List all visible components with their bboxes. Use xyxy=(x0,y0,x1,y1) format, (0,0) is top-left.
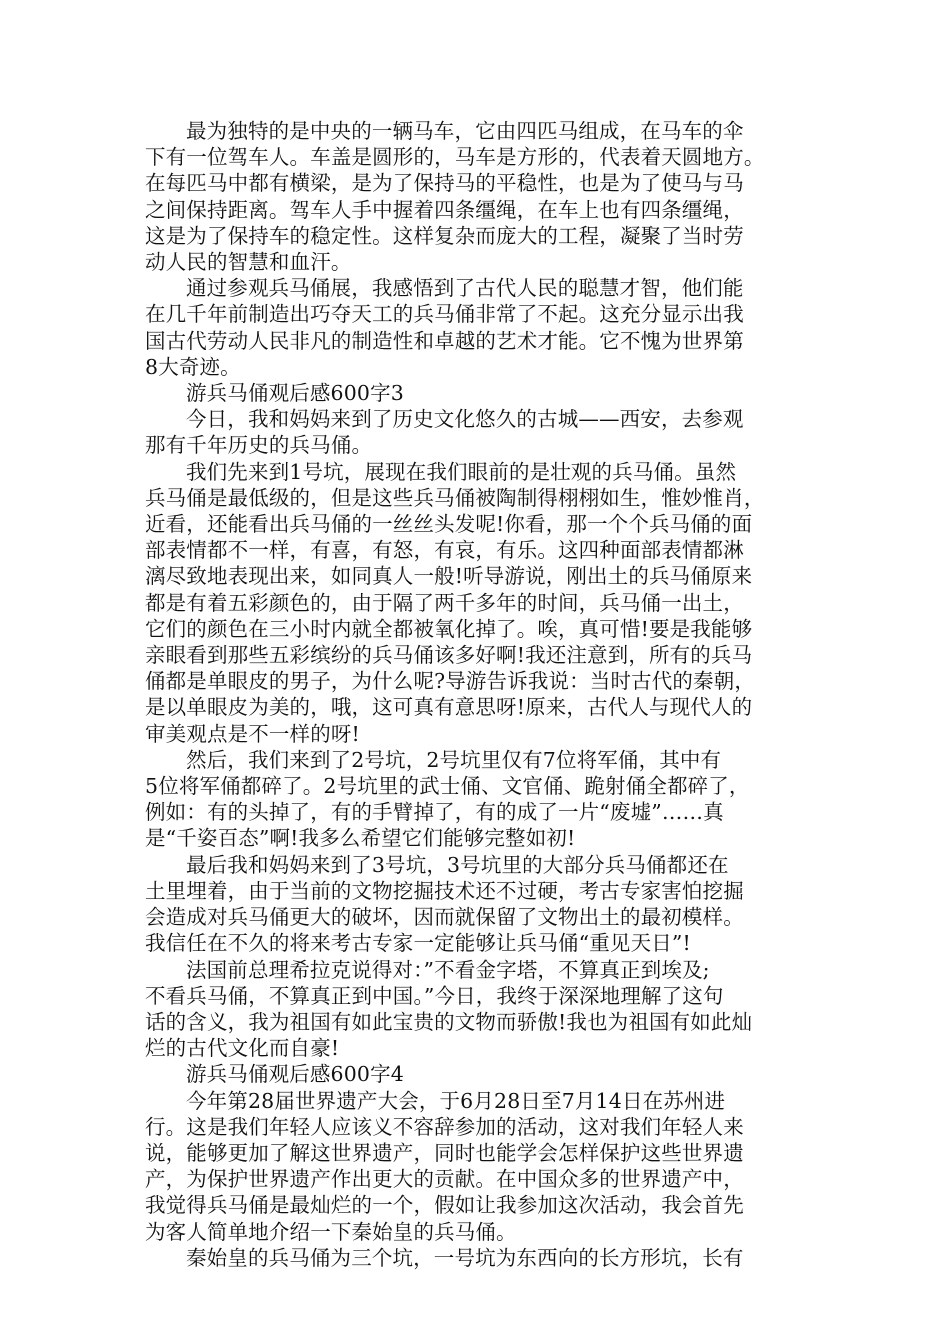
essay-heading-3: 游兵马俑观后感600字3 xyxy=(186,381,404,406)
paragraph-pits-description: 秦始皇的兵马俑为三个坑，一号坑为东西向的长方形坑，长有 xyxy=(186,1245,744,1270)
paragraph-exhibition-reflection: 通过参观兵马俑展，我感悟到了古代人民的聪慧才智，他们能 在几千年前制造出巧夺天工的兵马俑非常了不起。这充分显示出我 国古代劳动人民非凡的制造性和卓越的艺术才能。它不愧为世界第 8大奇迹。 xyxy=(145,276,744,379)
paragraph-chariot: 最为独特的是中央的一辆马车，它由四匹马组成，在马车的伞 下有一位驾车人。车盖是圆形的，马车是方形的，代表着天圆地方。 在每匹马中都有横梁，是为了保持马的平稳性，也是为了使马与马 之间保持距离。驾车人手中握着四条缰绳，在车上也有四条缰绳， 这是为了保持车的稳定性。这样复杂而庞大的工程，凝聚了当时劳 动人民的智慧和血汗。 xyxy=(145,119,765,275)
paragraph-pit-1: 我们先来到1号坑，展现在我们眼前的是壮观的兵马俑。虽然 兵马俑是最低级的，但是这些兵马俑被陶制得栩栩如生，惟妙惟肖， 近看，还能看出兵马俑的一丝丝头发呢!你看，那一个个兵马俑的面 部表情都不一样，有喜，有怒，有哀，有乐。这四种面部表情都淋 漓尽致地表现出来，如同真人一般!听导游说，刚出土的兵马俑原来 都是有着五彩颜色的，由于隔了两千多年的时间，兵马俑一出土， 它们的颜色在三小时内就全都被氧化掉了。唉，真可惜!要是我能够 亲眼看到那些五彩缤纷的兵马俑该多好啊!我还注意到，所有的兵马 俑都是单眼皮的男子，为什么呢?导游告诉我说：当时古代的秦朝， 是以单眼皮为美的，哦，这可真有意思呀!原来，古代人与现代人的 审美观点是不一样的呀! xyxy=(145,459,765,746)
paragraph-pit-2: 然后，我们来到了2号坑，2号坑里仅有7位将军俑，其中有 5位将军俑都碎了。2号坑里的武士俑、文官俑、跪射俑全都碎了， 例如：有的头掉了，有的手臂掉了，有的成了一片“废墟”……真 是“千姿百态”啊!我多么希望它们能够完整如初! xyxy=(145,747,750,851)
document-page xyxy=(145,118,807,1271)
paragraph-pit-3: 最后我和妈妈来到了3号坑，3号坑里的大部分兵马俑都还在 土里埋着，由于当前的文物挖掘技术还不过硬，考古专家害怕挖掘 会造成对兵马俑更大的破坏，因而就保留了文物出土的最初模样。 我信任在不久的将来考古专家一定能够让兵马俑“重见天日”! xyxy=(145,852,744,956)
paragraph-chirac-quote: 法国前总理希拉克说得对：”不看金字塔，不算真正到埃及; 不看兵马俑，不算真正到中国。”今日，我终于深深地理解了这句 话的含义，我为祖国有如此宝贵的文物而骄傲!我也为祖国有如此灿 烂的古代文化而自豪! xyxy=(145,957,753,1061)
paragraph-world-heritage: 今年第28届世界遗产大会，于6月28日至7月14日在苏州进 行。这是我们年轻人应该义不容辞参加的活动，这对我们年轻人来 说，能够更加了解这世界遗产，同时也能学会怎样保护这些世界遗 产，为保护世界遗产作出更大的贡献。在中国众多的世界遗产中， 我觉得兵马俑是最灿烂的一个，假如让我参加这次活动，我会首先 为客人简单地介绍一下秦始皇的兵马俑。 xyxy=(145,1088,744,1244)
essay-heading-4: 游兵马俑观后感600字4 xyxy=(186,1062,404,1087)
paragraph-arrival-xian: 今日，我和妈妈来到了历史文化悠久的古城——西安，去参观 那有千年历史的兵马俑。 xyxy=(145,407,744,458)
